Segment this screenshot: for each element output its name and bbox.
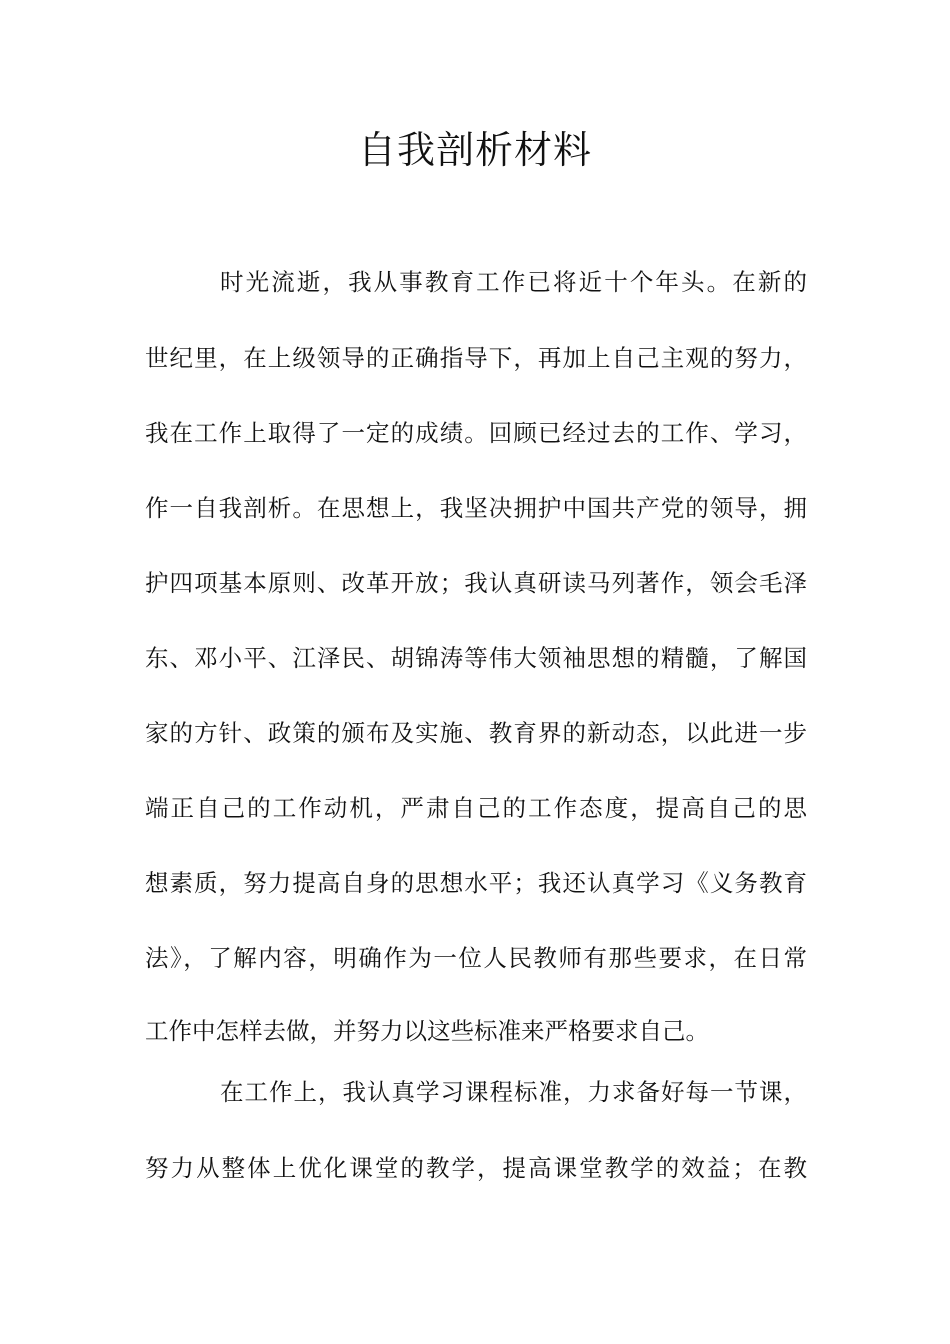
paragraph-1-line-9: 想素质，努力提高自身的思想水平；我还认真学习《义务教育 [145,869,807,897]
paragraph-1-line-1: 时光流逝，我从事教育工作已将近十个年头。在新的 [220,268,807,296]
paragraph-2-line-1: 在工作上，我认真学习课程标准，力求备好每一节课， [220,1078,807,1106]
paragraph-1-line-2: 世纪里，在上级领导的正确指导下，再加上自己主观的努力， [145,344,807,372]
paragraph-1-line-10: 法》，了解内容，明确作为一位人民教师有那些要求，在日常 [145,944,807,972]
paragraph-1-line-8: 端正自己的工作动机，严肃自己的工作态度，提高自己的思 [145,794,807,822]
paragraph-1-line-5: 护四项基本原则、改革开放；我认真研读马列著作，领会毛泽 [145,569,807,597]
paragraph-2-line-2: 努力从整体上优化课堂的教学，提高课堂教学的效益；在教 [145,1154,807,1182]
document-title: 自我剖析材料 [357,128,592,172]
paragraph-1-line-11: 工作中怎样去做，并努力以这些标准来严格要求自己。 [145,1017,709,1045]
paragraph-1-line-3: 我在工作上取得了一定的成绩。回顾已经过去的工作、学习， [145,419,807,447]
paragraph-1-line-6: 东、邓小平、江泽民、胡锦涛等伟大领袖思想的精髓，了解国 [145,644,807,672]
paragraph-1-line-4: 作一自我剖析。在思想上，我坚决拥护中国共产党的领导，拥 [145,494,807,522]
paragraph-1-line-7: 家的方针、政策的颁布及实施、教育界的新动态，以此进一步 [145,719,807,747]
